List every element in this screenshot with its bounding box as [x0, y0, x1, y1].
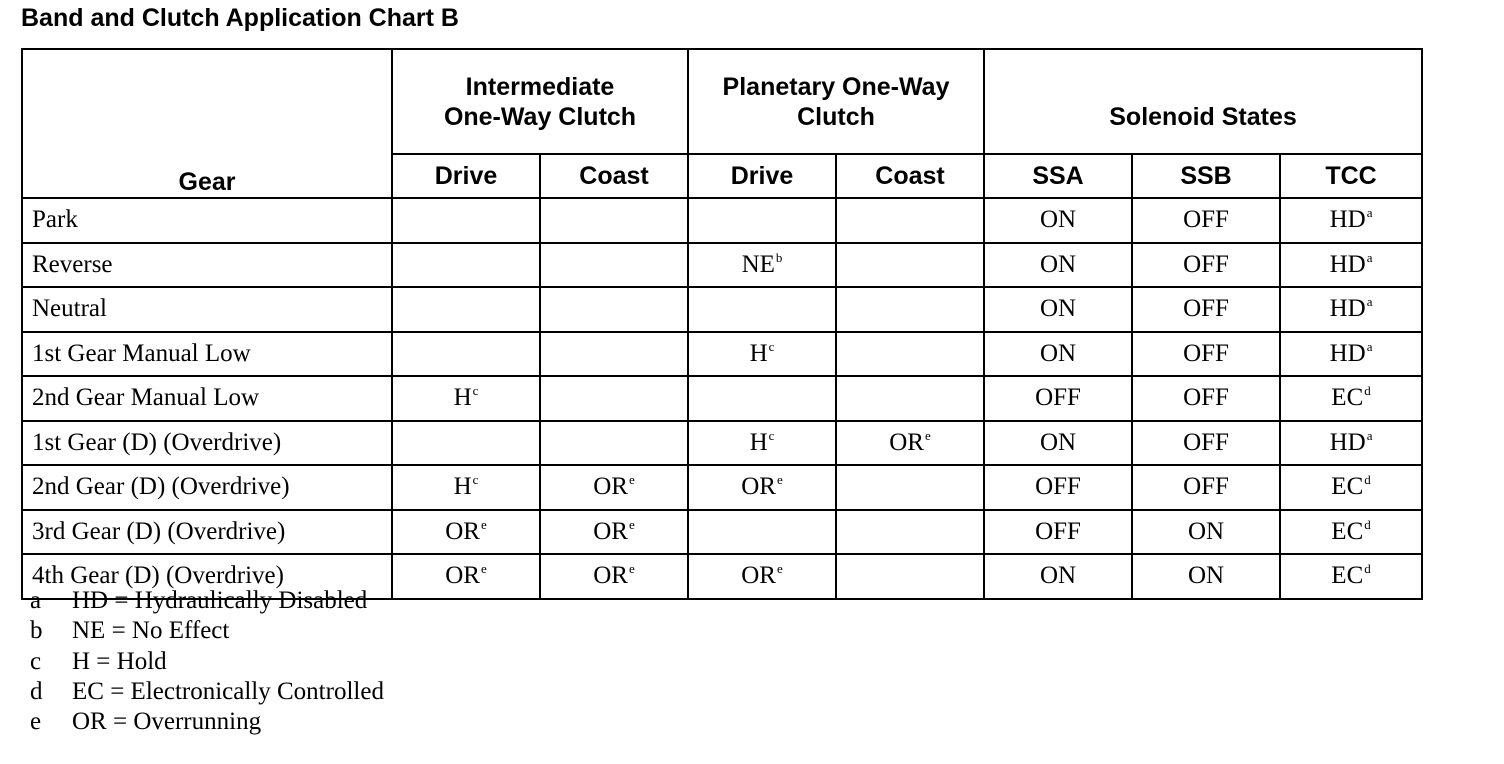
group-header-line: Solenoid States: [1109, 102, 1297, 131]
table-row: [22, 243, 1422, 288]
cell-value: ON: [1039, 562, 1077, 590]
document-title: Band and Clutch Application Chart B: [21, 4, 459, 32]
legend-text: OR = Overrunning: [72, 708, 262, 736]
gear-cell: 4th Gear (D) (Overdrive): [22, 554, 392, 599]
table-cell: [392, 421, 540, 466]
table-cell: [836, 243, 984, 288]
table-cell: [836, 510, 984, 555]
table-cell: [688, 421, 836, 466]
gear-cell: 3rd Gear (D) (Overdrive): [22, 510, 392, 555]
cell-value: OR: [445, 517, 480, 545]
cell-value: OFF: [1183, 206, 1229, 234]
table-cell: [540, 510, 688, 555]
footnote-marker: d: [1364, 561, 1371, 577]
table-row: [22, 287, 1422, 332]
table-body: [22, 198, 1422, 599]
table-cell: [688, 198, 836, 243]
table-cell: [540, 243, 688, 288]
legend-key: d: [30, 677, 43, 705]
table-cell: [392, 198, 540, 243]
table-cell: [984, 465, 1132, 510]
table-cell: [1132, 376, 1280, 421]
column-header: Drive: [392, 154, 540, 198]
table-cell: [836, 332, 984, 377]
table-cell: [392, 287, 540, 332]
table-cell: [984, 332, 1132, 377]
legend-key: a: [30, 587, 42, 614]
column-header: Drive: [688, 154, 836, 198]
cell-value: NE: [741, 250, 775, 278]
group-header-line: Clutch: [797, 102, 875, 131]
cell-value: ON: [1039, 339, 1077, 367]
cell-value: OFF: [1035, 517, 1081, 545]
footnote-legend: [30, 586, 384, 737]
table-header: [22, 49, 1422, 198]
table-cell: [392, 243, 540, 288]
table-cell: [1280, 376, 1422, 421]
footnote-marker: e: [628, 561, 635, 577]
legend-item: [30, 586, 384, 616]
group-header-line: Intermediate: [465, 72, 615, 101]
table-cell: [688, 287, 836, 332]
cell-value: HD: [1329, 206, 1366, 234]
table-cell: [984, 554, 1132, 599]
cell-value: HD: [1329, 339, 1366, 367]
footnote-marker: c: [768, 338, 775, 354]
cell-value: OFF: [1183, 295, 1229, 323]
table-cell: [540, 287, 688, 332]
cell-value: OR: [593, 473, 628, 501]
legend-key: b: [30, 617, 43, 645]
cell-value: H: [749, 339, 768, 367]
intermediate-clutch-group-header: [392, 49, 688, 154]
legend-item: [30, 647, 384, 677]
table-cell: [540, 421, 688, 466]
footnote-marker: a: [1366, 249, 1373, 265]
gear-cell: 2nd Gear (D) (Overdrive): [22, 465, 392, 510]
gear-cell: Park: [22, 198, 392, 243]
table-cell: [688, 376, 836, 421]
table-cell: [392, 510, 540, 555]
legend-key: e: [30, 708, 42, 736]
table-cell: [540, 332, 688, 377]
cell-value: ON: [1187, 562, 1225, 590]
cell-value: OFF: [1183, 384, 1229, 412]
cell-value: OFF: [1183, 250, 1229, 278]
planetary-clutch-group-header: [688, 49, 984, 154]
legend-item: [30, 677, 384, 707]
cell-value: ON: [1039, 206, 1077, 234]
table-cell: [836, 465, 984, 510]
footnote-marker: e: [628, 472, 635, 488]
table-cell: [984, 510, 1132, 555]
footnote-marker: c: [472, 383, 479, 399]
group-header-line: One-Way Clutch: [443, 102, 637, 131]
footnote-marker: d: [1364, 472, 1371, 488]
cell-value: HD: [1329, 250, 1366, 278]
table-cell: [540, 376, 688, 421]
table-cell: [540, 198, 688, 243]
cell-value: HD: [1329, 428, 1366, 456]
table-cell: [688, 554, 836, 599]
table-cell: [1132, 510, 1280, 555]
table-cell: [688, 332, 836, 377]
gear-cell: 2nd Gear Manual Low: [22, 376, 392, 421]
gear-cell: 1st Gear Manual Low: [22, 332, 392, 377]
footnote-marker: d: [1364, 383, 1371, 399]
table-cell: [688, 465, 836, 510]
table-cell: [984, 243, 1132, 288]
table-cell: [984, 198, 1132, 243]
table-cell: [1280, 243, 1422, 288]
cell-value: ON: [1039, 250, 1077, 278]
footnote-marker: e: [628, 516, 635, 532]
cell-value: OR: [889, 428, 924, 456]
table-cell: [540, 554, 688, 599]
table-cell: [836, 287, 984, 332]
group-header-row: [22, 49, 1422, 154]
cell-value: EC: [1331, 562, 1364, 590]
table-cell: [836, 198, 984, 243]
legend-item: [30, 616, 384, 646]
table-cell: [1280, 465, 1422, 510]
cell-value: H: [749, 428, 768, 456]
footnote-marker: e: [776, 561, 783, 577]
table-row: [22, 376, 1422, 421]
legend-text: H = Hold: [72, 647, 167, 675]
table-cell: [392, 332, 540, 377]
table-cell: [1132, 465, 1280, 510]
footnote-marker: b: [775, 249, 783, 265]
table-row: [22, 198, 1422, 243]
footnote-marker: d: [1364, 516, 1371, 532]
cell-value: OFF: [1035, 384, 1081, 412]
cell-value: ON: [1039, 428, 1077, 456]
footnote-marker: a: [1366, 294, 1373, 310]
table-cell: [1132, 287, 1280, 332]
footnote-marker: a: [1366, 205, 1373, 221]
footnote-marker: e: [480, 516, 487, 532]
cell-value: ON: [1039, 295, 1077, 323]
legend-key: c: [30, 647, 42, 675]
footnote-marker: a: [1366, 427, 1373, 443]
cell-value: H: [453, 473, 472, 501]
column-header: Coast: [836, 154, 984, 198]
table-cell: [836, 421, 984, 466]
table-cell: [1280, 510, 1422, 555]
footnote-marker: e: [480, 561, 487, 577]
table-row: [22, 421, 1422, 466]
application-chart-table: [21, 48, 1423, 600]
legend-item: [30, 707, 384, 737]
table-cell: [1132, 198, 1280, 243]
gear-cell: Neutral: [22, 287, 392, 332]
gear-column-header: Gear: [22, 49, 392, 198]
column-header: TCC: [1280, 154, 1422, 198]
table-row: [22, 465, 1422, 510]
cell-value: ON: [1187, 517, 1225, 545]
table-cell: [1280, 198, 1422, 243]
solenoid-states-group-header: [984, 49, 1422, 154]
table-cell: [392, 376, 540, 421]
footnote-marker: c: [472, 472, 479, 488]
cell-value: OFF: [1035, 473, 1081, 501]
table-cell: [688, 510, 836, 555]
table-row: [22, 332, 1422, 377]
column-header: SSB: [1132, 154, 1280, 198]
cell-value: OFF: [1183, 473, 1229, 501]
table-cell: [1280, 421, 1422, 466]
table-cell: [836, 554, 984, 599]
gear-cell: Reverse: [22, 243, 392, 288]
table-cell: [1280, 332, 1422, 377]
table-cell: [1280, 554, 1422, 599]
table-cell: [984, 421, 1132, 466]
legend-text: NE = No Effect: [72, 617, 230, 645]
table-row: [22, 510, 1422, 555]
legend-text: EC = Electronically Controlled: [72, 677, 384, 705]
cell-value: OR: [445, 562, 480, 590]
table-cell: [392, 554, 540, 599]
group-header-line: Planetary One-Way: [722, 72, 950, 101]
footnote-marker: a: [1366, 338, 1373, 354]
cell-value: OR: [741, 473, 776, 501]
table-cell: [984, 287, 1132, 332]
table-cell: [1132, 421, 1280, 466]
legend-text: HD = Hydraulically Disabled: [72, 587, 368, 614]
footnote-marker: c: [768, 427, 775, 443]
table-cell: [540, 465, 688, 510]
cell-value: OR: [593, 517, 628, 545]
cell-value: OR: [741, 562, 776, 590]
cell-value: OR: [593, 562, 628, 590]
table-cell: [1132, 554, 1280, 599]
cell-value: OFF: [1183, 339, 1229, 367]
column-header: SSA: [984, 154, 1132, 198]
cell-value: EC: [1331, 517, 1364, 545]
cell-value: EC: [1331, 473, 1364, 501]
cell-value: OFF: [1183, 428, 1229, 456]
table-cell: [1132, 243, 1280, 288]
cell-value: EC: [1331, 384, 1364, 412]
footnote-marker: e: [776, 472, 783, 488]
table-cell: [392, 465, 540, 510]
cell-value: H: [453, 384, 472, 412]
table-cell: [984, 376, 1132, 421]
table-cell: [688, 243, 836, 288]
table-cell: [1132, 332, 1280, 377]
table-cell: [1280, 287, 1422, 332]
gear-cell: 1st Gear (D) (Overdrive): [22, 421, 392, 466]
column-header: Coast: [540, 154, 688, 198]
table-cell: [836, 376, 984, 421]
footnote-marker: e: [924, 427, 931, 443]
cell-value: HD: [1329, 295, 1366, 323]
